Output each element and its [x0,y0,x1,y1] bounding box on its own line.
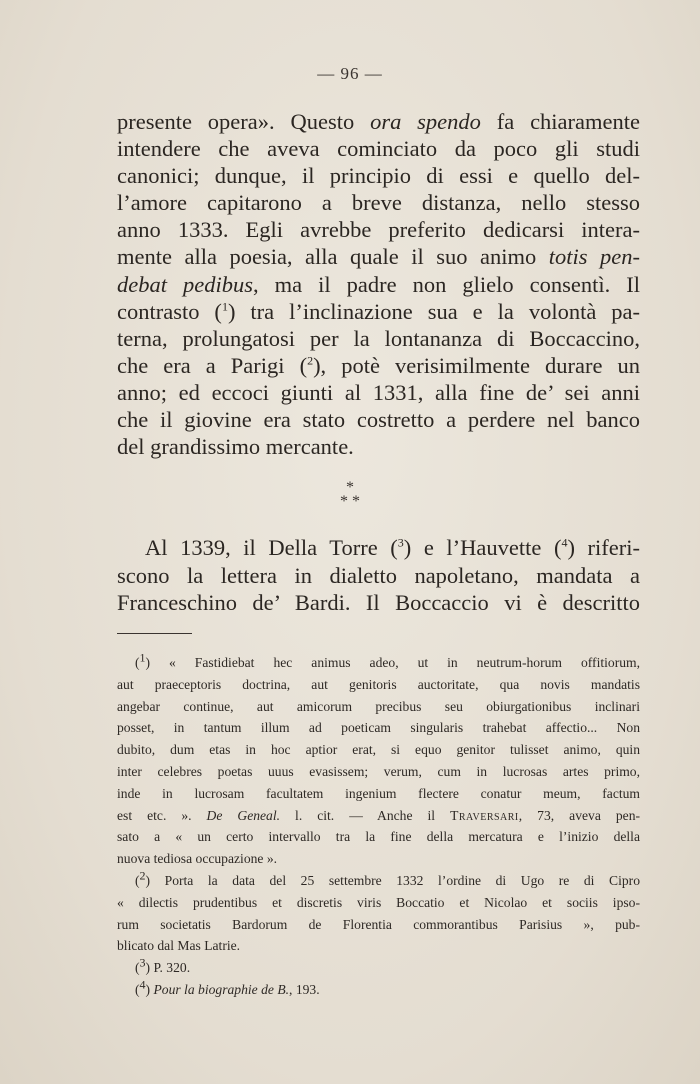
text-line: che il giovine era stato costretto a perdere nel banco [117,407,640,433]
footnote-line: inter celebres poetas uuus evasissem; verum, cum in lucrosas artes primo, [117,763,640,779]
footnote-line: est etc. ». De Geneal. l. cit. — Anche il Traversari, 73, aveva pen- [117,807,641,823]
footnote-line: ($^4$) Pour la biographie de B., 193. [135,977,320,997]
text-line: l’amore capitarono a breve distanza, nello stesso [117,190,640,216]
section-separator [0,481,700,509]
footnote-line: posset, in tantum illum ad poeticam singularis trahebat affectio... Non [117,720,640,736]
second-paragraph [117,534,640,617]
footnotes [117,652,640,1001]
footnote-line: rum societatis Bardorum de Florentia commorantibus Parisius », pub- [117,916,640,932]
footnote-rule [117,633,192,634]
text-line: presente opera». Questo ora spendo fa chiaramente [117,109,640,134]
text-line: del grandissimo mercante. [117,434,354,460]
text-line: Franceschino de’ Bardi. Il Boccaccio vi è descritto [117,590,640,615]
footnote-line: sato a « un certo intervallo tra la fine della mercatura e l’inizio della [117,829,640,845]
text-line: mente alla poesia, alla quale il suo animo totis pen- [117,244,640,270]
separator-star-bottom: * * [340,493,360,510]
text-line: canonici; dunque, il principio di essi e quello del- [117,163,640,189]
text-line: scono la lettera in dialetto napoletano, mandata a [117,562,640,588]
footnote-line: angebar continue, aut amicorum precibus seu obiurgationibus inclinari [117,698,640,714]
text-line: terna, prolungatosi per la lontananza di Boccaccino, [117,325,640,351]
footnote-line: ($^2$) Porta la data del 25 settembre 1332 l’ordine di Ugo re di Cipro [135,868,640,888]
text-line: Al 1339, il Della Torre ($^3$) e l’Hauvette ($^4$) riferi- [145,535,640,560]
text-line: debat pedibus, ma il padre non glielo consentì. Il [117,271,641,297]
footnote-line: aut praeceptoris doctrina, aut genitoris auctoritate, qua novis mandatis [117,676,640,692]
footnote-line: blicato dal Mas Latrie. [117,938,241,954]
text-line: contrasto ($^1$) tra l’inclinazione sua e la volontà pa- [117,298,641,324]
footnote-line: ($^3$) P. 320. [135,955,191,976]
footnote-line: inde in lucrosam facultatem ingenium flectere conatur meum, factum [117,785,640,801]
text-line: intendere che aveva cominciato da poco gli studi [117,136,640,162]
footnote-line: dubito, dum etas in hoc aptior erat, si equo genitor tulisset animo, quin [117,742,640,758]
separator-star-top: * [346,479,354,496]
main-paragraph [117,108,640,460]
text-line: che era a Parigi ($^2$), potè verisimilmente durare un [117,352,640,378]
footnote-line: ($^1$) « Fastidiebat hec animus adeo, ut in neutrum-horum offitiorum, [135,650,640,670]
text-line: anno 1333. Egli avrebbe preferito dedicarsi intera- [117,217,640,243]
footnote-line: « dilectis prudentibus et discretis viris Boccatio et Nicolao et sociis ipso- [117,894,640,910]
footnote-line: nuova tediosa occupazione ». [117,851,278,867]
page-number: — 96 — [317,64,383,83]
text-line: anno; ed eccoci giunti al 1331, alla fine de’ sei anni [117,379,640,405]
